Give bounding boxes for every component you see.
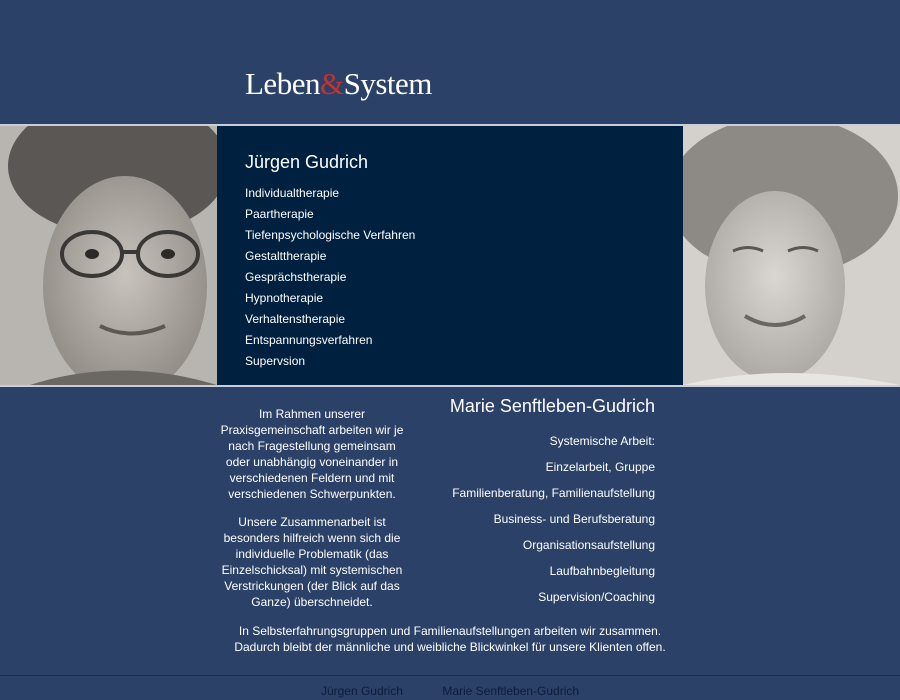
therapy-item[interactable]: Hypnotherapie [245, 291, 324, 305]
therapy-item[interactable]: Paartherapie [245, 207, 314, 221]
intro-text [218, 406, 406, 622]
logo-ampersand: & [319, 66, 344, 101]
footer-nav [0, 684, 900, 698]
logo-word-system: System [343, 66, 432, 101]
footer-link-juergen[interactable]: Jürgen Gudrich [320, 684, 403, 698]
portrait-marie [683, 126, 900, 385]
juergen-name-heading[interactable]: Jürgen Gudrich [245, 152, 369, 172]
therapy-item[interactable]: Verhaltenstherapie [245, 312, 346, 326]
site-logo[interactable] [245, 66, 432, 102]
marie-service-item: Business- und Berufsberatung [493, 512, 655, 526]
marie-service-item: Systemische Arbeit: [549, 434, 655, 448]
divider-bottom [0, 675, 900, 676]
therapy-item[interactable]: Gesprächstherapie [245, 270, 347, 284]
marie-service-list [430, 433, 655, 615]
marie-service-item: Supervision/Coaching [538, 590, 655, 604]
collaboration-line-2: Dadurch bleibt der männliche und weibliche Blickwinkel für unsere Klienten offen. [234, 640, 666, 654]
logo-word-leben: Leben [245, 66, 320, 101]
therapy-item[interactable]: Individualtherapie [245, 186, 340, 200]
portrait-juergen [0, 126, 217, 385]
therapy-item[interactable]: Gestalttherapie [245, 249, 327, 263]
collaboration-line-1: In Selbsterfahrungsgruppen und Familienaufstellungen arbeiten wir zusammen. [238, 624, 662, 638]
marie-service-item: Familienberatung, Familienaufstellung [452, 486, 655, 500]
juergen-therapy-list [245, 185, 415, 374]
intro-paragraph-1: Im Rahmen unserer Praxisgemeinschaft arbeiten wir je nach Fragestellung gemeinsam oder unabhängig voneinander in verschiedenen Feldern und mit verschiedenen Schwerpunkten. [220, 407, 404, 501]
therapy-item[interactable]: Tiefenpsychologische Verfahren [245, 228, 416, 242]
site-header [0, 0, 900, 124]
therapy-item[interactable]: Entspannungsverfahren [245, 333, 373, 347]
therapy-item[interactable]: Supervsion [245, 354, 306, 368]
divider-middle [0, 385, 900, 387]
marie-service-item: Laufbahnbegleitung [549, 564, 655, 578]
footer-link-marie[interactable]: Marie Senftleben-Gudrich [442, 684, 580, 698]
intro-paragraph-2: Unsere Zusammenarbeit ist besonders hilfreich wenn sich die individuelle Problematik (das Einzelschicksal) mit systemischen Verstrickungen (der Blick auf das Ganze) überschneidet. [221, 515, 403, 609]
marie-service-item: Einzelarbeit, Gruppe [545, 460, 655, 474]
marie-name-heading[interactable]: Marie Senftleben-Gudrich [449, 396, 655, 416]
collaboration-text [150, 623, 750, 655]
marie-service-item: Organisationsaufstellung [522, 538, 655, 552]
juergen-panel [217, 126, 683, 385]
